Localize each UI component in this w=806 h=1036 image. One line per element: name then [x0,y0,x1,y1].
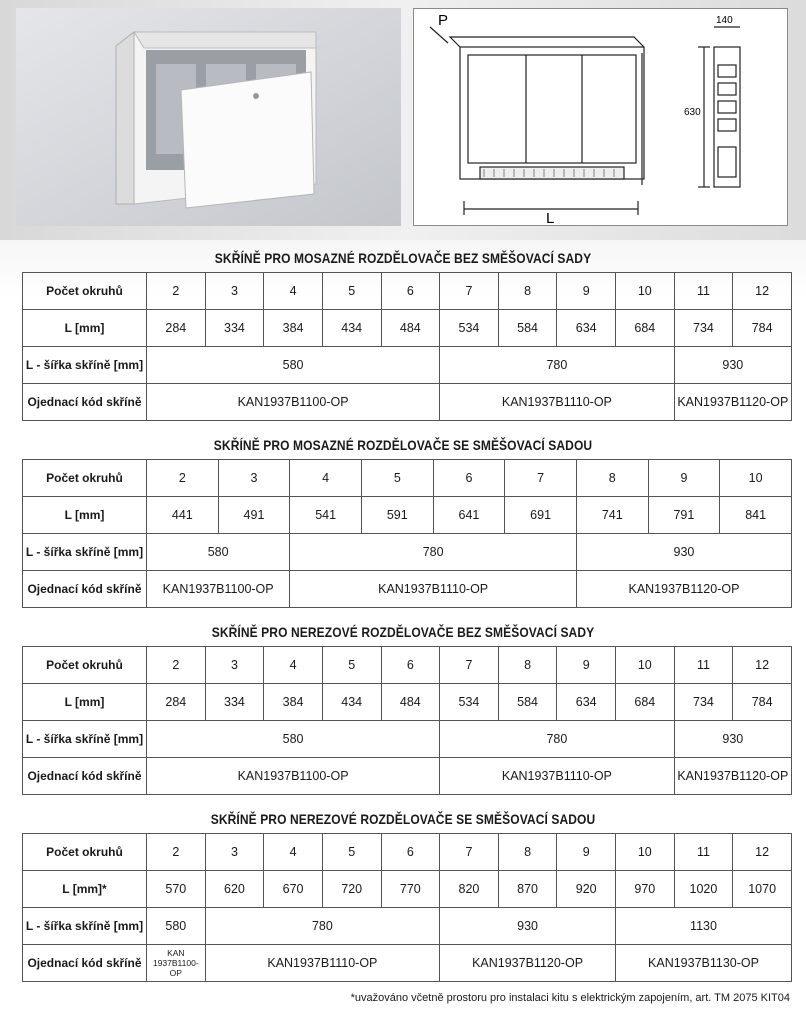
table-cell: 4 [264,647,323,684]
table-cell: 6 [433,460,505,497]
table-row [23,871,792,908]
table-cell: 691 [505,497,577,534]
table-cell: 1020 [674,871,733,908]
table-cell: 11 [674,273,733,310]
table-cell: 534 [440,310,499,347]
row-label: L [mm] [23,684,147,721]
table-cell: 2 [147,273,206,310]
table-cell: 634 [557,310,616,347]
table-cell: 5 [322,273,381,310]
table-cell: 3 [218,460,290,497]
table-cell: 584 [498,684,557,721]
table-cell: 741 [576,497,648,534]
table-cell [147,945,206,982]
table-cell: 4 [290,460,362,497]
table-cell: 770 [381,871,440,908]
table-row [23,273,792,310]
table-cell: 591 [361,497,433,534]
table-cell: 734 [674,684,733,721]
table2 [22,459,792,608]
table-cell: 9 [648,460,720,497]
table-cell: KAN1937B1100-OP [147,384,440,421]
row-label: L [mm]* [23,871,147,908]
row-label: Počet okruhů [23,460,147,497]
table-cell: 12 [733,273,792,310]
table3-title: SKŘÍNĚ PRO NEREZOVÉ ROZDĚLOVAČE BEZ SMĚŠOVACÍ SADY [211,624,595,640]
table-cell: 580 [147,721,440,758]
table-cell: 580 [147,347,440,384]
table-cell: 784 [733,684,792,721]
table-cell: 2 [147,834,206,871]
table-cell: 434 [322,684,381,721]
table-cell: 930 [576,534,791,571]
table-cell: 684 [616,684,675,721]
table-cell: 3 [205,647,264,684]
row-label: L - šířka skříně [mm] [23,534,147,571]
table-row [23,647,792,684]
table-cell: 441 [147,497,219,534]
table-cell: 284 [147,684,206,721]
table-cell: 620 [205,871,264,908]
table-cell: 8 [498,273,557,310]
table-cell: KAN1937B1120-OP [674,384,791,421]
table-cell: 780 [440,347,675,384]
table-row [23,721,792,758]
table-cell: KAN1937B1120-OP [440,945,616,982]
table-cell: KAN1937B1120-OP [576,571,791,608]
table-cell: 6 [381,834,440,871]
table-cell: 10 [616,834,675,871]
table-cell: KAN1937B1130-OP [616,945,792,982]
table-cell: 791 [648,497,720,534]
technical-drawing [413,8,788,226]
table-cell: 9 [557,647,616,684]
table-cell: 12 [733,834,792,871]
table-cell: 11 [674,834,733,871]
table-cell: 784 [733,310,792,347]
table-cell: KAN1937B1110-OP [440,384,675,421]
table-cell: 7 [440,834,499,871]
row-label: Ojednací kód skříně [23,945,147,982]
table1-title: SKŘÍNĚ PRO MOSAZNÉ ROZDĚLOVAČE BEZ SMĚŠOVACÍ SADY [214,250,592,266]
table-cell: 5 [322,647,381,684]
table-row [23,571,792,608]
table-cell: 1130 [616,908,792,945]
table-cell: 8 [498,834,557,871]
table-row [23,834,792,871]
product-photo [16,8,401,226]
table-cell: 870 [498,871,557,908]
row-label: L [mm] [23,310,147,347]
row-label: L - šířka skříně [mm] [23,721,147,758]
row-label: Ojednací kód skříně [23,758,147,795]
table-cell: 780 [290,534,577,571]
table-cell: 920 [557,871,616,908]
table-cell: 2 [147,460,219,497]
row-label: Počet okruhů [23,647,147,684]
table-cell: 734 [674,310,733,347]
table3 [22,646,792,795]
table-cell: 9 [557,834,616,871]
table-cell: 384 [264,310,323,347]
table-cell: 8 [498,647,557,684]
table-cell: 3 [205,273,264,310]
table-cell: 684 [616,310,675,347]
table-cell: 11 [674,647,733,684]
table-cell: 10 [616,273,675,310]
table-cell: 334 [205,684,264,721]
table2-title: SKŘÍNĚ PRO MOSAZNÉ ROZDĚLOVAČE SE SMĚŠOVACÍ SADOU [213,437,593,453]
table-cell: 670 [264,871,323,908]
table-cell: 10 [616,647,675,684]
table-cell: 930 [674,721,791,758]
row-label: L - šířka skříně [mm] [23,347,147,384]
table-row [23,945,792,982]
code-small: KAN 1937B1100-OP [152,947,199,978]
table-cell: KAN1937B1100-OP [147,758,440,795]
table-cell: KAN1937B1120-OP [674,758,791,795]
table-cell: 780 [205,908,440,945]
drawing-label-height: 630 [684,107,701,118]
table-cell: 930 [440,908,616,945]
cabinet-photo-illustration [16,8,401,226]
table-cell: 584 [498,310,557,347]
table-cell: 434 [322,310,381,347]
table-row [23,908,792,945]
table-row [23,460,792,497]
drawing-label-l: L [546,210,555,227]
table-cell: 284 [147,310,206,347]
table-cell: 8 [576,460,648,497]
table1 [22,272,792,421]
table-cell: KAN1937B1110-OP [290,571,577,608]
table-row [23,347,792,384]
table-cell: 841 [720,497,792,534]
row-label: L [mm] [23,497,147,534]
table-row [23,384,792,421]
table-cell: KAN1937B1110-OP [205,945,440,982]
table-cell: 634 [557,684,616,721]
table-cell: 9 [557,273,616,310]
table-cell: 780 [440,721,675,758]
row-label: Ojednací kód skříně [23,571,147,608]
table-cell: 484 [381,684,440,721]
table-cell: 5 [361,460,433,497]
table-cell: 1070 [733,871,792,908]
table-cell: 491 [218,497,290,534]
table-cell: 7 [440,273,499,310]
table-cell: 2 [147,647,206,684]
table-cell: 541 [290,497,362,534]
table4-title: SKŘÍNĚ PRO NEREZOVÉ ROZDĚLOVAČE SE SMĚŠOVACÍ SADOU [210,811,596,827]
table-cell: 4 [264,834,323,871]
row-label: Ojednací kód skříně [23,384,147,421]
table-cell: KAN1937B1110-OP [440,758,675,795]
table-cell: 10 [720,460,792,497]
row-label: Počet okruhů [23,273,147,310]
dimension-drawing [414,9,789,227]
table-cell: 570 [147,871,206,908]
table-cell: 5 [322,834,381,871]
footnote: *uvažováno včetně prostoru pro instalaci kitu s elektrickým zapojením, art. TM 2075 KIT04 [350,992,790,1004]
table-row [23,310,792,347]
table-cell: 6 [381,273,440,310]
table-row [23,684,792,721]
table-cell: KAN1937B1100-OP [147,571,290,608]
table-cell: 930 [674,347,791,384]
table-cell: 580 [147,908,206,945]
table-cell: 3 [205,834,264,871]
table4 [22,833,792,982]
table-cell: 720 [322,871,381,908]
table-row [23,497,792,534]
table-cell: 4 [264,273,323,310]
table-cell: 384 [264,684,323,721]
table-cell: 334 [205,310,264,347]
table-cell: 641 [433,497,505,534]
table-row [23,758,792,795]
table-cell: 7 [440,647,499,684]
table-cell: 580 [147,534,290,571]
table-cell: 534 [440,684,499,721]
drawing-label-p: P [438,12,449,29]
table-cell: 7 [505,460,577,497]
table-cell: 970 [616,871,675,908]
row-label: Počet okruhů [23,834,147,871]
row-label: L - šířka skříně [mm] [23,908,147,945]
table-cell: 6 [381,647,440,684]
table-cell: 820 [440,871,499,908]
drawing-label-depth: 140 [716,15,733,26]
table-row [23,534,792,571]
table-cell: 12 [733,647,792,684]
table-cell: 484 [381,310,440,347]
